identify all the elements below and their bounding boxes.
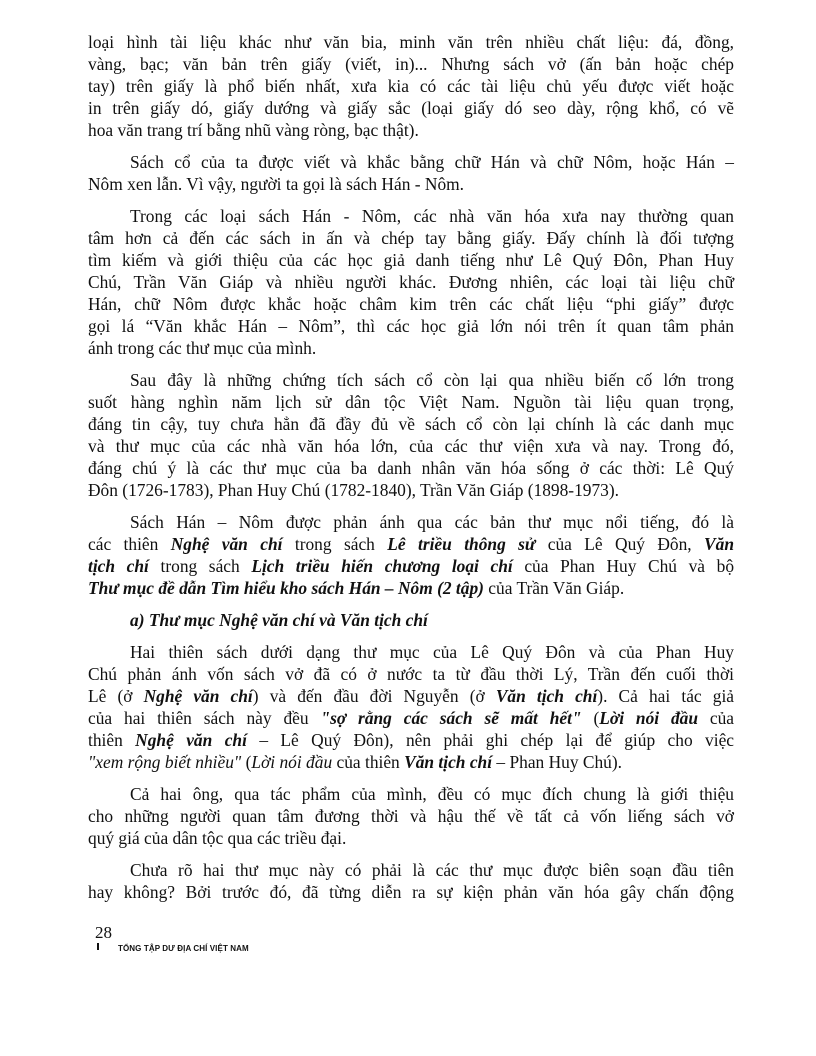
text-line <box>88 479 734 501</box>
emphasis-text: Nghệ văn chí <box>135 730 247 750</box>
page-footer <box>95 923 249 953</box>
text-run: và thư mục của các nhà văn hóa lớn, của các thư viện xưa và nay. Trong đó, <box>88 436 734 456</box>
text-line <box>88 805 734 827</box>
text-line <box>88 881 734 903</box>
text-line <box>88 783 734 805</box>
text-line <box>88 227 734 249</box>
text-run: trong sách <box>148 556 252 576</box>
emphasis-text: Lời nói đầu <box>599 708 699 728</box>
text-line <box>88 249 734 271</box>
emphasis-text: "xem rộng biết nhiều" <box>88 752 242 772</box>
emphasis-text: Nghệ văn chí <box>143 686 253 706</box>
text-run: của thiên <box>332 752 405 772</box>
paragraph <box>88 151 734 195</box>
text-run: Hán, chữ Nôm được khắc hoặc châm kim trên các chất liệu “phi giấy” được <box>88 294 734 314</box>
paragraph <box>88 641 734 773</box>
text-run: của Trần Văn Giáp. <box>483 578 625 598</box>
text-run: hoa văn trang trí bằng nhũ vàng ròng, bạc thật). <box>88 120 419 140</box>
footer-rule <box>97 943 99 950</box>
text-line <box>88 119 734 141</box>
text-run: ). Cả hai tác giả <box>597 686 734 706</box>
emphasis-text: Lê triều thông sử <box>387 534 536 554</box>
emphasis-text: a) Thư mục Nghệ văn chí và Văn tịch chí <box>130 610 428 630</box>
text-line <box>88 609 734 631</box>
text-run: đáng chú ý là các thư mục của ba danh nhân văn hóa sống ở các thời: Lê Quý <box>88 458 734 478</box>
text-run: – Lê Quý Đôn), nên phải ghi chép lại để giúp cho việc <box>246 730 735 750</box>
text-line <box>88 369 734 391</box>
text-run: Sách Hán – Nôm được phản ánh qua các bản thư mục nổi tiếng, đó là <box>130 512 734 532</box>
text-run: Lê (ở <box>88 686 144 706</box>
text-run: Đôn (1726-1783), Phan Huy Chú (1782-1840), Trần Văn Giáp (1898-1973). <box>88 480 620 500</box>
text-run: của Phan Huy Chú và bộ <box>512 556 735 576</box>
text-run: tay) trên giấy là phổ biến nhất, xưa kia có các tài liệu chủ yếu được viết hoặc <box>88 76 734 96</box>
paragraph <box>88 783 734 849</box>
text-run: quý giá của dân tộc qua các triều đại. <box>88 828 347 848</box>
text-line <box>88 205 734 227</box>
page-number: 28 <box>95 923 112 942</box>
text-line <box>88 173 734 195</box>
text-run: các thiên <box>88 534 171 554</box>
text-run: Sau đây là những chứng tích sách cổ còn lại qua nhiều biến cố lớn trong <box>130 370 734 390</box>
text-line <box>88 707 734 729</box>
text-run: của hai thiên sách này đều <box>88 708 321 728</box>
text-line <box>88 271 734 293</box>
emphasis-text: Văn <box>704 534 735 554</box>
emphasis-text: "sợ rằng các sách sẽ mất hết" <box>320 708 582 728</box>
text-line <box>88 663 734 685</box>
text-run: Trong các loại sách Hán - Nôm, các nhà văn hóa xưa nay thường quan <box>130 206 734 226</box>
text-line <box>88 457 734 479</box>
text-line <box>88 53 734 75</box>
text-run: thiên <box>88 730 136 750</box>
text-line <box>88 435 734 457</box>
text-line <box>88 315 734 337</box>
text-line <box>88 75 734 97</box>
text-run: ánh trong các thư mục của mình. <box>88 338 317 358</box>
paragraph <box>88 205 734 359</box>
text-line <box>88 391 734 413</box>
paragraph <box>88 31 734 141</box>
text-line <box>88 577 734 599</box>
text-line <box>88 827 734 849</box>
text-line <box>88 751 734 773</box>
emphasis-text: Văn tịch chí <box>495 686 598 706</box>
text-run: Chưa rõ hai thư mục này có phải là các thư mục được biên soạn đầu tiên <box>130 860 734 880</box>
page-body <box>88 31 734 913</box>
emphasis-text: Lịch triều hiến chương loại chí <box>251 556 513 576</box>
text-run: ) và đến đầu đời Nguyễn (ở <box>252 686 496 706</box>
text-line <box>88 337 734 359</box>
text-run: suốt hàng nghìn năm lịch sử dân tộc Việt Nam. Nguồn tài liệu quan trọng, <box>88 392 734 412</box>
text-run: Cả hai ông, qua tác phẩm của mình, đều có mục đích chung là giới thiệu <box>130 784 734 804</box>
text-run: in trên giấy dó, giấy dướng và giấy sắc (loại giấy dó seo dày, rộng khổ, có vẽ <box>88 98 734 118</box>
text-run: của <box>698 708 735 728</box>
text-line <box>88 533 734 555</box>
text-run: trong sách <box>282 534 388 554</box>
text-run: – Phan Huy Chú). <box>492 752 623 772</box>
text-run: Nôm xen lẫn. Vì vậy, người ta gọi là sách Hán - Nôm. <box>88 174 465 194</box>
text-line <box>88 729 734 751</box>
text-line <box>88 685 734 707</box>
emphasis-text: Nghệ văn chí <box>170 534 283 554</box>
text-run: của Lê Quý Đôn, <box>535 534 705 554</box>
book-title: TỔNG TẬP DƯ ĐỊA CHÍ VIỆT NAM <box>118 944 249 953</box>
text-run: Hai thiên sách dưới dạng thư mục của Lê Quý Đôn và của Phan Huy <box>130 642 734 662</box>
text-run: hay không? Bởi trước đó, đã từng diễn ra sự kiện phản văn hóa gây chấn động <box>88 882 734 902</box>
text-line <box>88 293 734 315</box>
text-line <box>88 413 734 435</box>
text-line <box>88 555 734 577</box>
paragraph <box>88 859 734 903</box>
section-heading <box>88 609 734 631</box>
paragraph <box>88 511 734 599</box>
text-run: ( <box>241 752 252 772</box>
text-run: đáng tin cậy, tuy chưa hẳn đã đầy đủ về sách cổ còn lại chính là các danh mục <box>88 414 734 434</box>
text-run: gọi lá “Văn khắc Hán – Nôm”, thì các học giả lớn nói trên ít quan tâm phản <box>88 316 734 336</box>
text-run: loại hình tài liệu khác như văn bia, minh văn trên nhiều chất liệu: đá, đồng, <box>88 32 734 52</box>
text-line <box>88 97 734 119</box>
paragraph <box>88 369 734 501</box>
text-line <box>88 31 734 53</box>
text-run: cho những người quan tâm đương thời và hậu thế về tất cả vốn liếng sách vở <box>88 806 734 826</box>
text-line <box>88 859 734 881</box>
text-run: tìm kiếm và giới thiệu của các học giả danh tiếng như Lê Quý Đôn, Phan Huy <box>88 250 734 270</box>
text-line <box>88 641 734 663</box>
emphasis-text: tịch chí <box>88 556 149 576</box>
emphasis-text: Thư mục đề dẫn Tìm hiểu kho sách Hán – Nôm (2 tập) <box>88 578 484 598</box>
text-run: vàng, bạc; văn bản trên giấy (viết, in)... Nhưng sách vở (ấn bản hoặc chép <box>88 54 734 74</box>
text-run: Chú phản ánh vốn sách vở đã có ở nước ta từ đầu thời Lý, Trần đến cuối thời <box>88 664 734 684</box>
text-line <box>88 151 734 173</box>
text-run: tâm hơn cả đến các sách in ấn và chép tay bằng giấy. Đấy chính là đối tượng <box>88 228 734 248</box>
text-run: Sách cổ của ta được viết và khắc bằng chữ Hán và chữ Nôm, hoặc Hán – <box>130 152 734 172</box>
emphasis-text: Lời nói đầu <box>251 752 333 772</box>
text-run: ( <box>581 708 600 728</box>
emphasis-text: Văn tịch chí <box>404 752 493 772</box>
text-line <box>88 511 734 533</box>
text-run: Chú, Trần Văn Giáp và nhiều người khác. Đương nhiên, các loại tài liệu chữ <box>88 272 734 292</box>
